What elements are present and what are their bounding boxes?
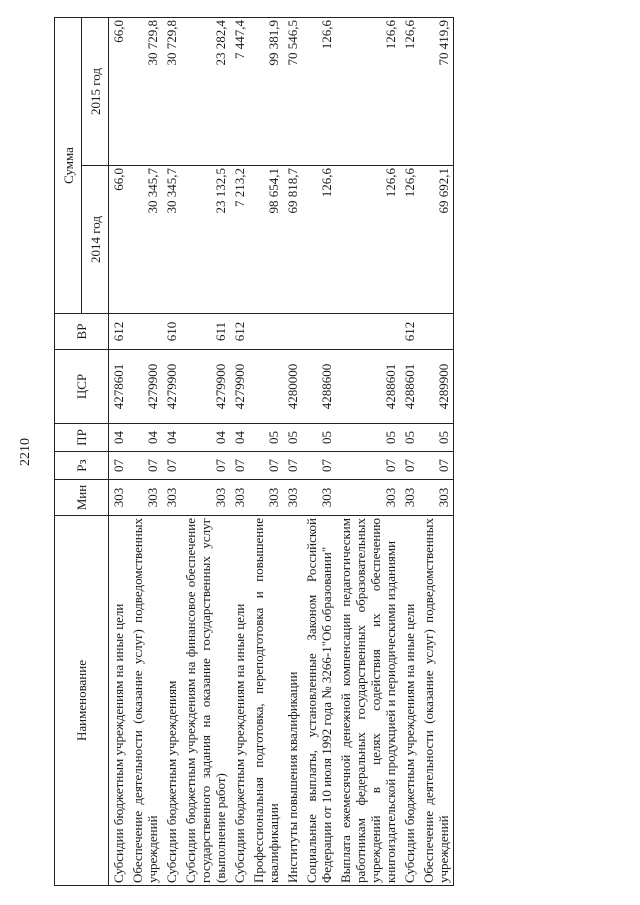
table-row [230, 18, 249, 886]
cell-vr: 612 [109, 314, 129, 350]
cell-2014: 98 654,1 [249, 166, 283, 314]
header-pr: ПР [55, 424, 109, 452]
cell-2015: 99 381,9 [249, 18, 283, 166]
cell-2015: 66,0 [109, 18, 129, 166]
cell-pr: 04 [181, 424, 230, 452]
cell-name: Социальные выплаты, установленные Законом Российской Федерации от 10 июля 1992 года № 3266-1"Об образовании" [302, 516, 336, 886]
cell-rz: 07 [249, 452, 283, 480]
cell-csr: 4288601 [336, 350, 400, 424]
cell-name: Обеспечение деятельности (оказание услуг) подведомственных учреждений [128, 516, 162, 886]
cell-rz: 07 [400, 452, 419, 480]
header-vr: ВР [55, 314, 109, 350]
budget-table-sheet [54, 18, 584, 886]
cell-min: 303 [181, 480, 230, 516]
cell-2015: 126,6 [336, 18, 400, 166]
cell-2015: 7 447,4 [230, 18, 249, 166]
cell-csr: 4288601 [400, 350, 419, 424]
cell-2014: 7 213,2 [230, 166, 249, 314]
header-2015: 2015 год [82, 18, 109, 166]
cell-rz: 07 [230, 452, 249, 480]
cell-min: 303 [302, 480, 336, 516]
header-min: Мин [55, 480, 109, 516]
cell-rz: 07 [336, 452, 400, 480]
table-row [336, 18, 400, 886]
table-body [109, 18, 454, 886]
cell-pr: 05 [419, 424, 454, 452]
cell-min: 303 [400, 480, 419, 516]
cell-min: 303 [162, 480, 181, 516]
budget-table [54, 17, 454, 886]
cell-rz: 07 [302, 452, 336, 480]
table-row [128, 18, 162, 886]
cell-name: Субсидии бюджетным учреждениям на иные цели [109, 516, 129, 886]
table-row [109, 18, 129, 886]
cell-min: 303 [230, 480, 249, 516]
cell-name: Субсидии бюджетным учреждениям [162, 516, 181, 886]
cell-min: 303 [283, 480, 302, 516]
cell-pr: 04 [128, 424, 162, 452]
cell-vr: 611 [181, 314, 230, 350]
cell-vr: 610 [162, 314, 181, 350]
table-row [419, 18, 454, 886]
cell-vr [336, 314, 400, 350]
cell-vr: 612 [400, 314, 419, 350]
cell-2015: 23 282,4 [181, 18, 230, 166]
table-row [400, 18, 419, 886]
cell-2014: 126,6 [400, 166, 419, 314]
cell-min: 303 [128, 480, 162, 516]
cell-2014: 126,6 [336, 166, 400, 314]
cell-2014: 69 692,1 [419, 166, 454, 314]
header-csr: ЦСР [55, 350, 109, 424]
cell-min: 303 [419, 480, 454, 516]
cell-2015: 30 729,8 [162, 18, 181, 166]
cell-pr: 05 [249, 424, 283, 452]
cell-rz: 07 [283, 452, 302, 480]
cell-pr: 04 [109, 424, 129, 452]
cell-pr: 05 [400, 424, 419, 452]
header-rz: Рз [55, 452, 109, 480]
cell-2014: 66,0 [109, 166, 129, 314]
cell-name: Профессиональная подготовка, переподготовка и повышение квалификации [249, 516, 283, 886]
table-row [283, 18, 302, 886]
header-2014: 2014 год [82, 166, 109, 314]
cell-csr: 4279900 [181, 350, 230, 424]
cell-name: Институты повышения квалификации [283, 516, 302, 886]
cell-csr [249, 350, 283, 424]
table-row [181, 18, 230, 886]
cell-rz: 07 [109, 452, 129, 480]
cell-csr: 4279900 [230, 350, 249, 424]
table-row [302, 18, 336, 886]
cell-vr [283, 314, 302, 350]
cell-2014: 126,6 [302, 166, 336, 314]
cell-name: Выплата ежемесячной денежной компенсации педагогическим работникам федеральных государственных образовательных учреждений в целях содействия их обеспечению книгоиздательской продукцией и периодическими изданиями [336, 516, 400, 886]
cell-vr [128, 314, 162, 350]
cell-rz: 07 [181, 452, 230, 480]
cell-name: Субсидии бюджетным учреждениям на иные цели [230, 516, 249, 886]
cell-pr: 05 [283, 424, 302, 452]
cell-vr [419, 314, 454, 350]
cell-rz: 07 [162, 452, 181, 480]
cell-name: Субсидии бюджетным учреждениям на иные цели [400, 516, 419, 886]
cell-2014: 23 132,5 [181, 166, 230, 314]
cell-2014: 30 345,7 [128, 166, 162, 314]
cell-2014: 30 345,7 [162, 166, 181, 314]
cell-2015: 70 546,5 [283, 18, 302, 166]
cell-2015: 126,6 [302, 18, 336, 166]
cell-rz: 07 [128, 452, 162, 480]
cell-pr: 05 [336, 424, 400, 452]
header-sum: Сумма [55, 18, 82, 314]
cell-pr: 05 [302, 424, 336, 452]
cell-min: 303 [249, 480, 283, 516]
cell-min: 303 [109, 480, 129, 516]
cell-csr: 4279900 [128, 350, 162, 424]
cell-name: Субсидии бюджетным учреждениям на финансовое обеспечение государственного задания на оказание государственных услуг (выполнение работ) [181, 516, 230, 886]
cell-csr: 4279900 [162, 350, 181, 424]
cell-2015: 70 419,9 [419, 18, 454, 166]
cell-min: 303 [336, 480, 400, 516]
table-row [162, 18, 181, 886]
cell-2014: 69 818,7 [283, 166, 302, 314]
cell-name: Обеспечение деятельности (оказание услуг) подведомственных учреждений [419, 516, 454, 886]
page-number: 2210 [18, 438, 33, 466]
cell-2015: 30 729,8 [128, 18, 162, 166]
cell-csr: 4278601 [109, 350, 129, 424]
cell-vr [302, 314, 336, 350]
cell-csr: 4289900 [419, 350, 454, 424]
cell-csr: 4280000 [283, 350, 302, 424]
cell-csr: 4288600 [302, 350, 336, 424]
header-name: Наименование [55, 516, 109, 886]
cell-pr: 04 [230, 424, 249, 452]
cell-2015: 126,6 [400, 18, 419, 166]
cell-rz: 07 [419, 452, 454, 480]
cell-pr: 04 [162, 424, 181, 452]
table-row [249, 18, 283, 886]
cell-vr: 612 [230, 314, 249, 350]
cell-vr [249, 314, 283, 350]
